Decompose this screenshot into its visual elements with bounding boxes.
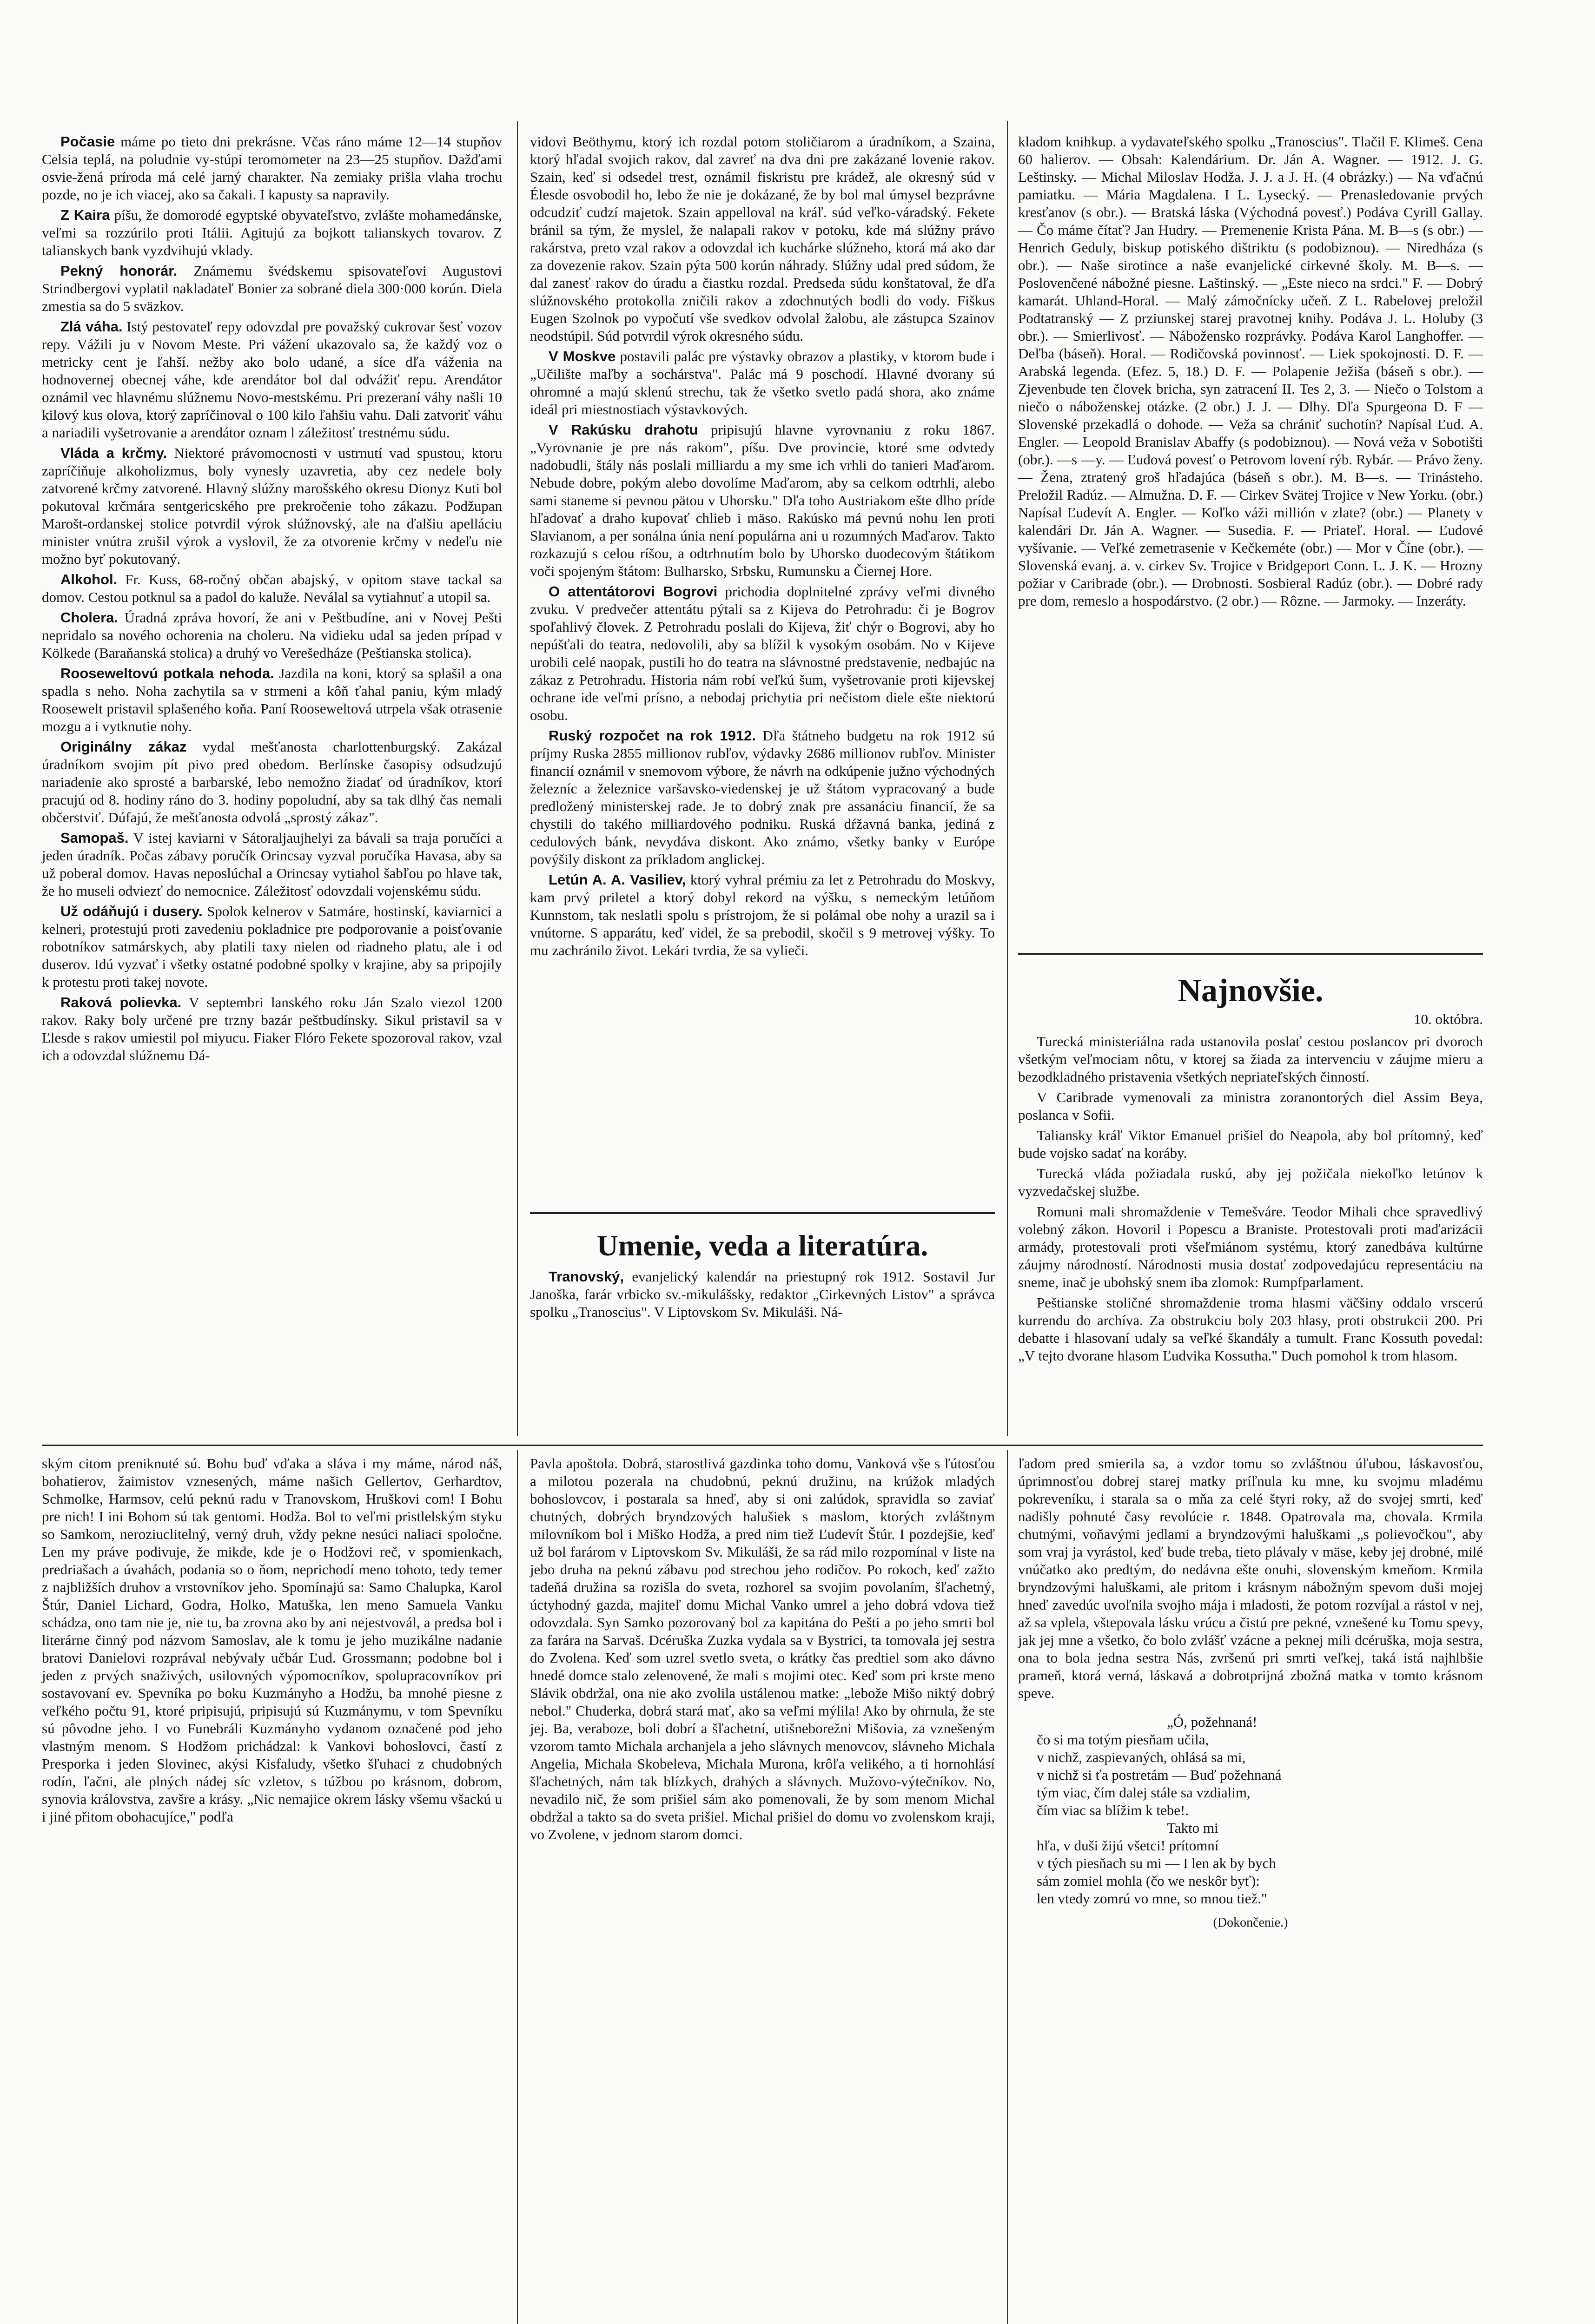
article-headline: Ruský rozpočet na rok 1912. xyxy=(549,727,756,744)
article-text: vidovi Beöthymu, ktorý ich rozdal potom stoličiarom a úradníkom, a Szaina, ktorý hľadal svojich rakov, dal zavreť na dva dni pre zakázané lovenie rakov. Szain, keď si odsedel trest, oznámil fiskristu pre krádež, ale okresný súd v Élesde osvobodil ho, lebo že nie je dokázané, že by bol mal úmysel bezprávne odcudziť cudzí majetok. Szain appelloval na kráľ. súd veľko-váradský. Fekete bránil sa tým, že myslel, že nalapali rakov v potoku, kde má slúžny právo rakárstva, preto vzal rakov a odovzdal ich kuchárke slúžneho, ktorá má ako dar za dovezenie rakov. Szain pýta 500 korún náhrady. Slúžny udal pred súdom, že dal zanesť rakov do úradu a čiastku rozdal. Predseda súdu konštatoval, že dľa slúžnovského protokolla zničili rakov a zdochnutých bodli do vody. Fiškus Eugen Szolnok po vypočutí vše svedkov odvolal žalobu, ale zástupca Szainov neodstúpil. Súd potvrdil výrok okresného súdu. xyxy=(530,133,995,344)
section-divider xyxy=(42,1445,1483,1446)
article-headline: Originálny zákaz xyxy=(60,739,187,755)
bottom-column-2 xyxy=(530,1455,995,1846)
article-paragraph xyxy=(530,871,995,959)
article-paragraph xyxy=(42,994,502,1064)
news-item: V Caribrade vymenovali za ministra zoranontorých diel Assim Beya, poslanca v Sofii. xyxy=(1018,1089,1483,1123)
continuation-note: (Dokončenie.) xyxy=(1213,1915,1288,1930)
article-paragraph xyxy=(42,903,502,991)
article-headline: Samopaš. xyxy=(60,830,129,846)
article-paragraph xyxy=(42,571,502,606)
bottom-col3-text: ľadom pred smierila sa, a vzdor tomu so zvláštnou úľubou, láskavosťou, úprimnosťou dobrej starej matky príľnula ku mne, ku svojmu mladému pokreveníku, i starala sa o mňa za celé štyri roky, až do svojej smrti, keď nadišly pohnuté časy revolúcie r. 1848. Opatrovala ma, chovala. Krmila chutnými, voňavými jedlami a bryndzovými haluškami „s polievočkou", aby som vraj ja vyrástol, keď bude treba, tieto plávaly v mäse, keby jej drobné, milé vnúčatko ako predtým, do nedávna ešte onuhi, slovenským kmeňom. Krmila bryndzovými haluškami, ale pritom i krásnym nábožným spevom duši mojej hneď zavedúc uvoľnila svojho mája i mladosti, že potom rozvíjal a rástol v nej, až sa vplela, vštepovala lásku vrúcu a čistú pre pekné, vznešené ku Tomu spevy, jak jej mne a všetko, čo bolo zvlášť vzácne a peknej mili dcéruška, moja sestra, ona to bola jedna sestra Nás, zvršenú pri smrti veľkej, taká istá najhlbšie prameň, ktorá verná, láskavá a dobrotprijná zbožná matka v tomto krásnom speve. xyxy=(1018,1455,1483,1701)
article-paragraph xyxy=(42,665,502,735)
column-1 xyxy=(42,133,502,1067)
article-paragraph xyxy=(530,133,995,345)
article-text: V istej kaviarni v Sátoraljaujhelyi za bávali sa traja poručíci a jeden úradník. Počas zábavy poručík Orincsay vyzval poručíka Havasa, aby sa už poberal domov. Havas neposlúchal a Orincsay vytiahol šabľou po hlave tak, že ho museli odviezť do nemocnice. Záležitosť odovzdali vojenskému súdu. xyxy=(42,830,502,899)
column-3 xyxy=(1018,133,1483,613)
article-headline: Už odáňujú i dusery. xyxy=(60,903,203,919)
bottom-rule-1 xyxy=(517,1450,518,2324)
poem-line: sám zomiel mohla (čo we neskôr byť): xyxy=(1037,1873,1260,1889)
article-text: prichodia doplnitelné zprávy veľmi divného zvuku. V predvečer attentátu pýtali sa z Kijeva do Petrohradu: či je Bogrov spoľahlivý človek. Z Petrohradu poslali do Kijeva, žiť chýr o Bogrovi, aby ho nepúšťali do teatra, nedovolili, aby sa blížil k vysokým osobám. No v Kijeve urobili celé naopak, pustili ho do teatra na slávnostné predstavenie, nedbajúc na zákaz z Petrohradu. Historia nám robí veľkú šum, vyšetrovanie proti kijevskej ochrane ide veľmi prísno, a nebodaj prichytia pri nečistom diele ešte niektorú osobu. xyxy=(530,583,995,723)
najnovsie-rule xyxy=(1018,953,1483,955)
article-headline: Letún A. A. Vasiliev, xyxy=(549,872,686,888)
article-headline: Raková polievka. xyxy=(60,994,182,1010)
umenie-paragraph xyxy=(530,1268,995,1321)
umenie-lead: Tranovský, xyxy=(549,1268,624,1285)
najnovsie-items xyxy=(1018,1033,1483,1365)
article-paragraph xyxy=(42,829,502,900)
news-item: Turecká ministeriálna rada ustanovila poslať cestou poslancov pri dvoroch všetkým veľmociam nôtu, v ktorej sa žiada za intervenciu v záujme mieru a bezodkladného pristavenia všetkých nepriateľských činností. xyxy=(1018,1033,1483,1085)
article-text: píšu, že domorodé egyptské obyvateľstvo, zvlášte mohamedánske, veľmi sa rozzúrilo proti Itálii. Agitujú za bojkott talianskych tovarov. Z talianskych bank vyzdvihujú vklady. xyxy=(42,207,502,258)
article-text: Niektoré právomocnosti v ustrnutí vad spustou, ktoru zapríčiňuje alkoholizmus, boly vynesly uzavretia, aby cez nedele boly zatvorené krčmy zatvorené. Hlavný slúžny marošského okresu Dionyz Kuti bol pokutoval krčmára sentgericského pre prekročenie toho zákazu. Podžupan Marošt-ordanskej stolice potvrdil výrok slúžnovský, ale na ďalšiu apelláciu minister vnútra zrušil výrok a vyslovil, že za otvorenie krčmy v nedeľu nie možno byť pokutovaný. xyxy=(42,445,502,567)
article-text: Známemu švédskemu spisovateľovi Augustovi Strindbergovi vyplatil nakladateľ Bonier za sobrané diela 300·000 korún. Diela zmestia sa do 5 sväzkov. xyxy=(42,263,503,314)
poem-line: len vtedy zomrú vo mne, so mnou tiež." xyxy=(1037,1890,1267,1907)
article-text: pripisujú hlavne vyrovnaniu z roku 1867. „Vyrovnanie je pre nás rakom", píšu. Dve provincie, ktoré sme odvtedy nadobudli, štály nás poslali milliardu a my sme ich vrhli do tanieri Maďarom. Nebude dobre, pokým alebo dovolíme Maďarom, aby sa celkom odtrhli, alebo sami staneme si pevnou pätou v Uhorsku." Dľa toho Austriakom ešte dlho príde hľadovať a draho kupovať chlieb i mäso. Rakúsko má pevnú nohu len proti Slavianom, a per sonálna únia není populárna ani u rozumných Maďarov. Takto rozkazujú s celou ríšou, a odtrhnutím bolo by Uhorsko duodecovým štátikom voči spojeným štátom: Bulharsko, Srbsku, Rumunsku a Čiernej Hore. xyxy=(530,422,995,579)
poem-line: „Ó, požehnaná! xyxy=(1167,1714,1257,1730)
article-headline: V Moskve xyxy=(549,348,616,364)
article-paragraph xyxy=(530,421,995,580)
najnovsie-title: Najnovšie. xyxy=(1178,973,1324,1009)
article-text: Fr. Kuss, 68-ročný občan abajský, v opitom stave tackal sa domov. Cestou potknul sa a padol do kaluže. Neválal sa vytiahnuť a utopil sa. xyxy=(42,571,503,605)
article-text: postavili palác pre výstavky obrazov a plastiky, v ktorom bude i „Učilište maľby a sochárstva". Palác má 9 poschodí. Hlavné dvorany sú ohromné a majú sklenú strechu, tak že všetko svetlo padá shora, ako známe ideál pri miestnostiach výstavkových. xyxy=(530,348,995,417)
article-text: Spolok kelnerov v Satmáre, hostinskí, kaviarnici a kelneri, protestujú proti zavedeniu pokladnice pre podporovanie a poisťovanie robotníkov satmárskych, aby platili taxy nielen od riadneho platu, ale i od duserov. Idú vyzvať i všetky ostatné podobné spolky v krajine, aby sa pripojily k protestu proti takej novote. xyxy=(42,903,503,990)
poem-line: hľa, v duši žijú všetci! prítomní xyxy=(1037,1837,1219,1854)
article-paragraph xyxy=(42,133,502,204)
bottom-col1-text: ským citom preniknuté sú. Bohu buď vďaka a sláva i my máme, národ náš, bohatierov, žaimistov vznesených, máme našich Gellertov, Gerhardtov, Schmolke, Harmsov, celú peknú radu v Tranovskom, Hruškovi com! I Bohu pre nich! I ini Bohom sú tak gentomi. Hodža. Bol to veľmi pristlelským styku so Samkom, neroziuclitelný, verný druh, vždy pekne nesúci naliaci spoločne. Len my práve podivuje, že mikde, kde je o Hodžovi reč, v spomienkach, predriašach a úvahách, podania so o ňom, neprichodí meno tohoto, tedy temer z najbližších druhov a vrstovníkov jeho. Spomínajú sa: Samo Chalupka, Karol Štúr, Daniel Lichard, Godra, Holko, Matuška, len meno Samuela Vanku schádza, ono tam nie je, nie tu, ba zrovna ako by ani nejestvovál, a predsa bol i literárne činný pod názvom Samoslav, ale k tomu je jeho muzikálne nadanie bratovi Danielovi rozprával nebývaly učbár Ľud. Grossmann; podobne bol i jeden z prvých snaživých, usilovných výpomocníkov, spolupracovníkov pri sostavovaní ev. Spevníka po boku Kuzmányho a Hodžu, ba mnohé piesne z veľkého počtu 91, ktoré pripisujú, pripisujú sú Kuzmánymu, v tom Spevníku sú pôvodne jeho. I vo Funebráli Kuzmányho vydanom označené pod jeho vlastným menom. S Hodžom prichádzal: k Vankovi bohoslovci, častí z Presporka i jeden Slovinec, akýsi Kisfaludy, všetko šľuhaci z chudobných rodín, ľačni, ale plných nádej síc vzletov, s túžbou po krásnom, dobrom, synovia královstva, zavšre a krásy. „Nic nemajice okrem lásky všemu všackú u i jiné přitom obohacujíce," podľa xyxy=(42,1455,502,1825)
article-headline: Z Kaira xyxy=(60,207,110,223)
poem-line: tým viac, čím dalej stále sa vzdialim, xyxy=(1037,1784,1251,1801)
poem-line: čím viac sa blížim k tebe!. xyxy=(1037,1802,1189,1818)
article-paragraph xyxy=(42,206,502,259)
poem xyxy=(1018,1713,1483,1908)
article-text: vydal mešťanosta charlottenburgský. Zakázal úradníkom svojim pít pivo pred obedom. Berlínske časopisy odsudzujú nariadenie ako sprosté a barbarské, lebo nemožno žiadať od úradníkov, ktorí pracujú od 8. hodiny ráno do 3. hodiny popoludní, aby sa tak dlhý čas nemali občerstviť. Dúfajú, že mešťanosta odvolá „sprostý zákaz". xyxy=(42,739,503,825)
article-paragraph xyxy=(530,348,995,418)
article-text: Úradná zpráva hovorí, že ani v Peštbudíne, ani v Novej Pešti nepridalo sa nového ochorenia na choleru. Na vidieku udal sa jeden prípad v Kölkede (Baraňanská stolica) a druhý vo Verešedháze (Peštianska stolica). xyxy=(42,609,502,661)
bottom-col2-text: Pavla apoštola. Dobrá, starostlivá gazdinka toho domu, Vanková vše s ľútosťou a milotou pozerala na chudobnú, peknú družinu, na krúžok mladých bohoslovcov, i postarala sa hneď, aby si oni zalúdok, spravidla so zaviať chutných, dobrých bryndzových halušiek s maslom, ktorých zvláštnym milovníkom bol i Miško Hodža, a pred nim tiež Ľudevít Štúr. I pozdejšie, keď už bol farárom v Liptovskom Sv. Mikuláši, že sa rád milo rozpomínal v liste na jebo druha na peknú zábavu pod strechou jeho rodičov. Po rokoch, keď zažto tadeňá družina sa rozišla do sveta, rozhorel sa svojim povolaním, šľachetný, úctyhodný gazda, majiteľ domu Michal Vanko umrel a jeho dobrá vdova tiež odovzdala. Syn Samko pozorovaný bol za kapitána do Pešti a po jeho smrti bol za farára na Sarvaš. Dcéruška Zuzka vydala sa v Bystrici, ta tomovala jej sestra do Zvolena. Keď som uzrel svetlo sveta, o krátky čas predtiel som ako dávno hnedé domce stalo zelenovené, že mali s mojimi otec. Keď som pri krste meno Slávik obdržal, ona nie ako zvolila ustálenou matke: „lebože Mišo niktý dobrý nebol." Chuderka, dobrá stará mať, ako sa veľmi mýlila! Ako by ohrnula, že ste jej. Ba, veraboze, boli dobrí a šľachetní, utišneborežni Mišovia, za vznešeným vzorom tamto Michala archanjela a jeho slávnych menovcov, slávneho Michala Angelia, Michala Skobeleva, Michala Murona, krôľa velikého, a ti hornohlásí šľachetných, nám tak blízkych, drahých a slávnych. Mužovo-výtečníkov. No, nevadilo nič, že som prišiel sám ako pomenovali, že by som menom Michal obdržal a takto sa do sveta prišiel. Michal prišiel do domu vo zvolenskom kraji, vo Zvolene, v jednom starom domci. xyxy=(530,1455,995,1842)
bottom-column-3 xyxy=(1018,1455,1483,1932)
column-rule-1 xyxy=(517,121,518,1436)
najnovsie-date: 10. októbra. xyxy=(1414,1011,1483,1027)
news-item: Peštianske stoličné shromaždenie troma hlasmi väčšiny oddalo vrscerú kurrendu do archíva. Za obstrukciu boly 203 hlasy, proti obstrukcii 200. Pri debatte i hlasovaní udaly sa veľké škandály a tumult. Franc Kossuth povedal: „V tejto dvorane hlasom Ľudvika Kossutha." Duch pomohol k trom hlasom. xyxy=(1018,1294,1483,1364)
article-text: kladom knihkup. a vydavateľského spolku „Tranoscius". Tlačil F. Klimeš. Cena 60 halierov. — Obsah: Kalendárium. Dr. Ján A. Wagner. — 1912. J. G. Leštinsky. — Michal Miloslav Hodža. J. J. a J. H. (4 obrázky.) — Na vďačnú pamiatku. — Mária Magdalena. I L. Lysecký. — Prenasledovanie prvých kresťanov (s obr.). — Bratská láska (Východná povesť.) Podáva Cyrill Gallay. — Čo máme čítať? Jan Hudry. — Premenenie Krista Pána. M. B—s (s obr.) — Henrich Geduly, biskup potiského dištriktu (s podobiznou). — Niredháza (s obr.). — Naše sirotince a naše evanjelické cirkevné školy. M. B—s. — Poslovenčené nábožné piesne. Laštinský. — „Este nieco na srdci." F. — Dobrý kamarát. Uhland-Horal. — Malý zámočnícky učeň. Z L. Rabelovej preložil Podtatranský — Z prziunskej starej pravotnej knihy. Podáva J. L. Holuby (3 obr.). — Smierlivosť. — Nábožensko rozprávky. Podáva Karol Langhoffer. — Deľba (báseň). Horal. — Rodičovská povinnosť. — Liek spokojnosti. D. F. — Arabská legenda. (Efez. 5, 18.) D. F. — Polapenie Ježiša (báseň s obr.). — Zjevenbude ten človek bricha, syn zatracení II. Tes 2, 3. — Niečo o Tolstom a niečo o náboženskej otázke. (2 obr.) J. J. — Dlhy. Dľa Spurgeona D. F — Slovenské przekadlá o dohode. — Veža sa chrániť suchotín? Napísal Ľud. A. Engler. — Leopold Branislav Abaffy (s podobiznou). — Nová veža v Sobotišti (obr.). —s —y. — Ľudová povesť o Petrovom lovení rýb. Rybár. — Právo ženy. — Žena, ztratený groš hľadajúca (báseň s obr.). M. B—s. — Trinásteho. Preložil Radúz. — Almužna. D. F. — Cirkev Svätej Trojice v New Yorku. (obr.) Napísal Ľudevít A. Engler. — Koľko váži millión v zlate? (obr.) — Planety v kalendári Dr. Ján A. Wagner. — Susedia. F. — Priateľ. Horal. — Ľudové vyšívanie. — Veľké zemetrasenie v Kečkeméte (obr.) — Mor v Číne (obr.). — Slovenská evanj. a. v. cirkev Sv. Trojice v Bridgeport Conn. L. J. K. — Hrozny požiar v Caribrade (obr.). — Drobnosti. Sosbieral Radúz (obr.). — Dobré rady pre dom, remeslo a hospodárstvo. (2 obr.) — Rôzne. — Jarmoky. — Inzeráty. xyxy=(1018,133,1483,609)
column-2 xyxy=(530,133,995,962)
article-paragraph xyxy=(42,318,502,442)
poem-line: Takto mi xyxy=(1167,1820,1218,1836)
poem-line: čo si ma totým piesňam učila, xyxy=(1037,1731,1209,1748)
article-text: Jazdila na koni, ktorý sa splašil a ona spadla s neho. Noha zachytila sa v strmeni a kôň ťahal paniu, kým mladý Roosewelt pristavil splašeného koňa. Paní Rooseweltová utrpela však otrasenie mozgu a i vytknutie nohy. xyxy=(42,665,502,734)
article-paragraph xyxy=(530,583,995,724)
news-item: Romuni mali shromaždenie v Temešváre. Teodor Mihali chce spravedlivý volebný zákon. Hovoril i Popescu a Braniste. Protestovali proti maďarizácii armády, protestovali proti všeľmiánom systému, ktorý zanedbáva kultúrne záujmy národností. Národnosti musia dostať zodpovedajúcu representáciu na sneme, inač je ubohský snem iba zlomok: Rumpfparlament. xyxy=(1018,1203,1483,1290)
article-paragraph xyxy=(42,262,502,315)
umenie-title: Umenie, veda a literatúra. xyxy=(596,1229,928,1262)
article-headline: Zlá váha. xyxy=(60,318,123,335)
article-paragraph xyxy=(42,609,502,662)
umenie-section xyxy=(530,1222,995,1324)
article-headline: Alkohol. xyxy=(60,571,118,588)
article-headline: Pekný honorár. xyxy=(60,263,178,279)
bottom-rule-2 xyxy=(1007,1450,1008,2324)
article-headline: Vláda a krčmy. xyxy=(60,445,167,461)
article-headline: Počasie xyxy=(60,133,115,150)
article-text: ktorý vyhral prémiu za let z Petrohradu do Moskvy, kam prvý priletel a ktorý dobyl rekord na výšku, s nemeckým letúňom Kunnstom, tak neslatli spolu s prístrojom, že si polámal obe nohy a urazil sa i vnútorne. S apparátu, keď videl, že sa prebodil, skočil s 9 metrovej výšky. To mu zachránilo život. Lekári tvrdia, že sa vylieči. xyxy=(530,872,995,958)
article-text: máme po tieto dni prekrásne. Včas ráno máme 12—14 stupňov Celsia teplá, na poludnie vy-stúpi teromometer na 23—25 stupňov. Dažďami osvie-žená príroda má celé jarný charakter. Na zemiaky prišla vlaha trochu pozde, no je ich viacej, ako sa čakali. I kapusty sa napravily. xyxy=(42,133,502,203)
najnovsie-section xyxy=(1018,971,1483,1367)
column-rule-2 xyxy=(1007,121,1008,1436)
poem-line: v nichž si ťa postretám — Buď požehnaná xyxy=(1037,1767,1282,1783)
article-paragraph xyxy=(530,727,995,868)
article-text: V septembri lanského roku Ján Szalo viezol 1200 rakov. Raky boly určené pre trzny bazár peštbudínsky. Sikul pristavil sa v Ľlesde s rakov umiestil pol miyucu. Fiaker Flóro Fekete spozoroval rakov, vzal ich a odovzdal slúžnemu Dá- xyxy=(42,994,502,1063)
article-headline: Rooseweltovú potkala nehoda. xyxy=(60,665,274,681)
umenie-rule xyxy=(530,1212,995,1214)
bottom-column-1 xyxy=(42,1455,502,1829)
poem-line: v nichž, zaspievaných, ohlásá sa mi, xyxy=(1037,1749,1246,1765)
article-headline: V Rakúsku drahotu xyxy=(549,422,698,438)
article-paragraph xyxy=(42,444,502,568)
article-text: Dľa štátneho budgetu na rok 1912 sú príjmy Ruska 2855 millionov rubľov, výdavky 2686 millionov rubľov. Minister financií oznámil v snemovom výbore, že návrh na odkúpenie južno východných železníc a železnice varšavsko-viedenskej je už štátom vypracovaný a bude predložený ministerskej rade. Je to dobrý znak pre assanáciu financií, že sa chystili do takého milliardového podniku. Ruská dŕžavná banka, jediná z cedulových bánk, nevydáva diskont. Ako známo, všetky banky v Európe povýšily diskont za príkladom anglickej. xyxy=(530,727,995,867)
article-paragraph xyxy=(42,738,502,826)
article-headline: O attentátorovi Bogrovi xyxy=(549,583,718,600)
news-item: Turecká vláda požiadala ruskú, aby jej požičala niekoľko letúnov k vyzvedačskej službe. xyxy=(1018,1165,1483,1199)
umenie-text: evanjelický kalendár na priestupný rok 1912. Sostavil Jur Janoška, farár vrbicko sv.-mikulášsky, redaktor „Cirkevných Listov" a správca spolku „Tranoscius". V Liptovskom Sv. Mikuláši. Ná- xyxy=(530,1268,995,1320)
article-paragraph xyxy=(1018,133,1483,610)
article-text: Istý pestovateľ repy odovzdal pre považský cukrovar šesť vozov repy. Vážili ju v Novom Meste. Pri vážení ukazovalo sa, že každý voz o metricky cent je ľahší. nežby ako bolo udané, a síce dľa váženia na hodnovernej obecnej váhe, kde arendátor bol dal odvážiť repu. Arendátor oznámil vec hlavnému slúžnemu Novo-mestskému. Pri prezeraní váhy našli 10 kilový kus olova, ktorý zapríčinoval o 100 kilo ľahšiu vahu. Dali zatvoriť váhu a nariadili vyšetrovanie a arendátor oznam l záležitosť trestnému súdu. xyxy=(42,318,502,441)
article-headline: Cholera. xyxy=(60,609,119,626)
poem-line: v tých piesňach su mi — I len ak by bych xyxy=(1037,1855,1276,1871)
news-item: Taliansky kráľ Viktor Emanuel prišiel do Neapola, aby bol prítomný, keď bude vojsko sadať na koráby. xyxy=(1018,1127,1483,1161)
